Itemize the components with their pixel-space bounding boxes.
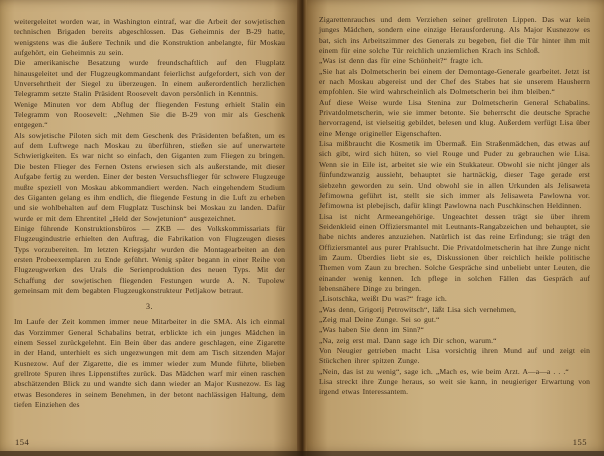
paragraph: Die amerikanische Besatzung wurde freundschaftlich auf den Flugplatz hinausgeleitet und der Flugzeugkommandant feierlichst aufgefordert, sich von der Unversehrtheit der Siegel zu überzeugen. In einem außerordentlich herzlichen Telegramm setzte Stalin Präsident Roosevelt davon persönlich in Kenntnis. [14, 58, 285, 99]
paragraph: Von Neugier getrieben macht Lisa vorsichtig ihren Mund auf und zeigt ein Stückchen ihrer spitzen Zunge. [319, 346, 590, 366]
paragraph: „Was denn, Grigorij Petrowitsch“, läßt Lisa sich vernehmen, [319, 304, 517, 314]
paragraph: „Lisotschka, weißt Du was?“ frage ich. [319, 294, 447, 304]
paragraph: Zigarettenrauches und dem Verziehen seiner grellroten Lippen. Das war kein junges Mädchen, sondern eine einzige Herausforderung. Als Major Kusnezow es bat, sich ins Arbeitszimmer des Generals zu begeben, fiel die Tür hinter ihm mit einem für eine solche Tür reichlich unziemlichen Krach ins Schloß. [319, 15, 590, 56]
page-left [0, 0, 297, 456]
paragraph: Wenige Minuten vor dem Abflug der fliegenden Festung erhielt Stalin ein Telegramm von Roosevelt: „Nehmen Sie die B-29 von mir als Geschenk entgegen.“ [14, 99, 285, 130]
page-left-text [14, 17, 285, 410]
paragraph: Lisa mißbraucht die Kosmetik im Übermaß. Ein Straßenmädchen, das etwas auf sich gibt, wird sich hüten, so viel Rouge und Puder zu gebrauchen wie Lisa. Wenn sie in Eile ist, arbeitet sie wie ein Stukkateur. Obwohl sie nicht jünger als fünfundzwanzig aussieht, behauptet sie hartnäckig, dieser Tage gerade erst siebzehn geworden zu sein. Und obwohl sie in allen Urkunden als Jelisaweta Jefimowna geführt ist, stellt sie sich immer als Jelisaweta Pawlowna vor. Jefimowna ist plebejisch, dafür klingt Pawlowna nach Puschkinschen Heldinnen. [319, 139, 590, 211]
paragraph: Einige führende Konstruktionsbüros — ZKB — des Volkskommissariats für Flugzeugindustrie erhielten den Auftrag, die Fabrikation von Flugzeugen dieses Typs vorzubereiten. Im letzten Kriegsjahr wurden die Montagearbeiten an den ersten Probeexemplaren zu Ende geführt. Wenig später begann in einer Reihe von Flugzeugwerken des Urals die Serienproduktion des neuen Typs. Mit der Schaffung der sowjetischen fliegenden Festungen wurde A. N. Tupolew gemeinsam mit dem begabten Flugzeugkonstrukteur Petljakow betraut. [14, 223, 285, 295]
paragraph: „Was ist denn das für eine Schönheit?“ fragte ich. [319, 56, 483, 66]
page-number: 154 [15, 437, 30, 447]
paragraph: „Zeig mal Deine Zunge. Sei so gut.“ [319, 314, 440, 324]
paragraph: Auf diese Weise wurde Lisa Stenina zur Dolmetscherin General Schabalins. Privatdolmetscherin, wie sie immer betonte. Sie beherrscht die deutsche Sprache hervorragend, ist vielseitig gebildet, belesen und klug. Außerdem verfügt Lisa über eine Menge origineller Eigenschaften. [319, 97, 590, 138]
paragraph: weitergeleitet worden war, in Washington eintraf, war die Arbeit der sowjetischen technischen Brigaden bereits abgeschlossen. Das Geheimnis der B-29 hatte, wenigstens was die äußere Technik und die Konstruktion anbelangte, für Moskau aufgehört, ein Geheimnis zu sein. [14, 17, 285, 58]
paragraph: „Nein, das ist zu wenig“, sage ich. „Mach es, wie beim Arzt. A—a—a . . .“ [319, 366, 569, 376]
page-right-text [319, 15, 590, 398]
page-right [307, 0, 604, 456]
paragraph: Lisa streckt ihre Zunge heraus, so weit sie kann, in neugieriger Erwartung von irgend etwas Interessantem. [319, 377, 590, 397]
paragraph: „Na, zeig erst mal. Dann sage ich Dir schon, warum.“ [319, 335, 497, 345]
book-gutter [297, 0, 307, 456]
paragraph: Im Laufe der Zeit kommen immer neue Mitarbeiter in die SMA. Als ich einmal das Vorzimmer General Schabalins betrat, erblickte ich ein junges Mädchen in einem Sessel zurückgelehnt. Ein Bein über das andere geschlagen, eine Zigarette in der Hand, unterhielt es sich ungezwungen mit dem am Tisch sitzenden Major Kusnezow. Auf der Zigarette, die es immer wieder zum Munde führte, blieben grellrote Spuren ihres Lippenstiftes zurück. Das Mädchen warf mir einen raschen abschätzenden Blick zu und wandte sich dann wieder an Major Kusnezow. Es lag etwas Besonderes in seinem Benehmen, in der betont nachlässigen Haltung, dem tiefen Einziehen des [14, 317, 285, 410]
paragraph: Lisa ist nicht Armeeangehörige. Ungeachtet dessen trägt sie über ihrem Seidenkleid einen Offiziersmantel mit Leutnants-Rangabzeichen und behauptet, sie habe nichts anderes anzuziehen. Natürlich ist das reine Erfindung; sie trägt den Offiziersmantel aus purer Prahlsucht. Die Privatdolmetscherin hat ihre Zunge nicht im Zaum. Überdies liebt sie es, Diskussionen über reichlich heikle politische Themen vom Zaun zu brechen. Solche Gespräche sind unbeliebt unter Leuten, die einander wenig kennen. Ich pflege in solchen Fällen das Gespräch auf lebensnähere Dinge zu bringen. [319, 211, 590, 293]
paragraph: „Was haben Sie denn im Sinn?“ [319, 325, 424, 335]
page-number: 155 [572, 437, 587, 447]
paragraph: Als sowjetische Piloten sich mit dem Geschenk des Präsidenten befaßten, um es auf dem Luftwege nach Moskau zu überführen, stießen sie auf unerwartete Schwierigkeiten. Es war nicht so einfach, den Giganten zum Fliegen zu bringen. Die besten Flieger des Fernen Ostens erwiesen sich als außerstande, mit dieser Aufgabe fertig zu werden. Einer der besten Versuchsflieger für schwere Flugzeuge mußte speziell von Moskau abkommandiert werden. Nach eingehendem Studium des Giganten gelang es ihm endlich, die fliegende Festung in die Luft zu erheben und sie wohlbehalten auf dem Flugplatz Tuschinsk bei Moskau zu landen. Dafür wurde er mit dem Ehrentitel „Held der Sowjetunion“ ausgezeichnet. [14, 130, 285, 223]
section-heading: 3. [146, 302, 153, 312]
paragraph: „Sie hat als Dolmetscherin bei einem der Demontage-Generale gearbeitet. Jetzt ist er nach Moskau abgereist und der Chef des Stabes hat sie unserem Hausherrn empfohlen. Sie wird wahrscheinlich als Dolmetscherin bei ihm bleiben.“ [319, 66, 590, 97]
